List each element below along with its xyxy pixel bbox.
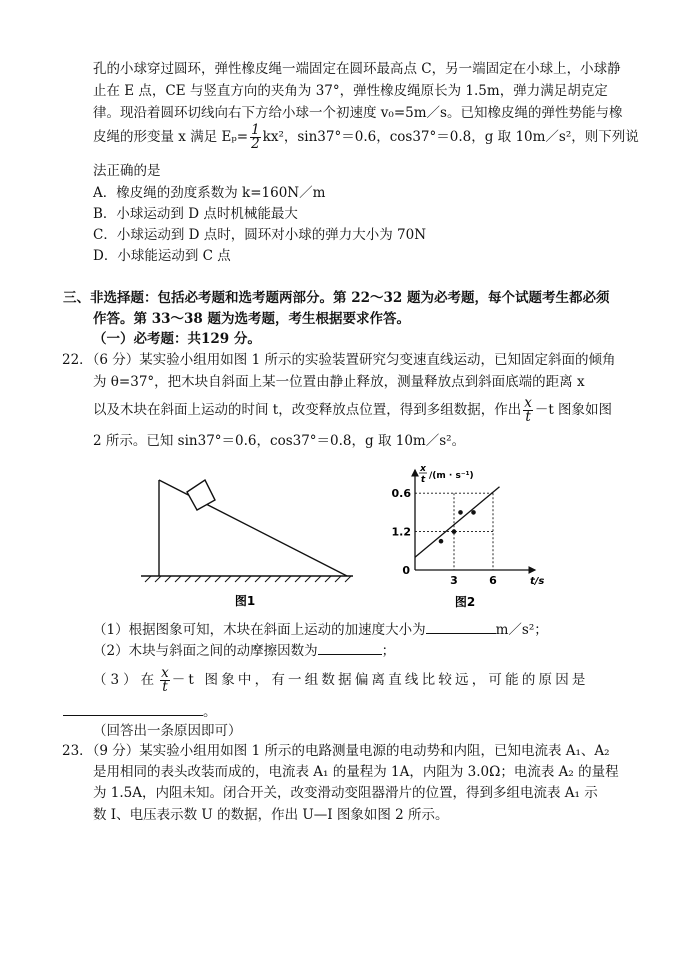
fraction-num: x	[524, 395, 532, 411]
section3-heading-3: （一）必考题：共129 分。	[93, 331, 261, 347]
data-point	[471, 510, 476, 515]
sub3-pre: （3）在	[93, 672, 159, 688]
q21-line-4	[93, 124, 639, 151]
option-a: A．橡皮绳的劲度系数为 k=160N／m	[93, 185, 326, 201]
data-point	[439, 539, 444, 544]
fig1-label: 图1	[234, 594, 256, 608]
option-c: C．小球运动到 D 点时，圆环对小球的弹力大小为 70N	[93, 227, 427, 243]
sub3-end: 。	[203, 704, 217, 720]
y-tick-label: 0.6	[391, 487, 411, 501]
q21-line-5: 法正确的是	[93, 163, 161, 179]
q21-line-2: 止在 E 点，CE 与竖直方向的夹角为 37°，弹性橡皮绳原长为 1.5m，弹力满足胡克定	[93, 83, 608, 99]
q22-sub3-note: （回答出一条原因即可）	[93, 723, 242, 739]
data-point	[458, 510, 463, 515]
answer-blank-3[interactable]	[63, 703, 203, 716]
answer-blank-1[interactable]	[426, 621, 496, 634]
x-over-t-fraction	[523, 397, 533, 424]
sub2-end: ；	[381, 643, 396, 659]
x-tick-label: 3	[450, 574, 458, 587]
fraction-num: x	[161, 665, 169, 681]
q23-line-1: 23．（9 分）某实验小组用如图 1 所示的电路测量电源的电动势和内阻，已知电流表 A₁、A₂	[62, 743, 610, 759]
fig2-label: 图2	[454, 595, 476, 609]
fraction-den: t	[525, 409, 531, 425]
q22-sub3-line2	[63, 703, 217, 721]
data-points	[439, 510, 476, 543]
q21-line-3: 律。现沿着圆环切线向右下方给小球一个初速度 v₀=5m／s。已知橡皮绳的弹性势能与橡	[93, 105, 623, 121]
ground-hatch	[145, 576, 351, 582]
q23-line-4: 数 I、电压表示数 U 的数据，作出 U—I 图象如图 2 所示。	[93, 807, 449, 823]
q22-sub1	[93, 621, 548, 639]
data-point	[452, 529, 457, 534]
x-over-t-fraction-2	[160, 667, 170, 694]
q22-line-3	[93, 396, 612, 424]
one-half-fraction	[250, 124, 261, 151]
figure-2-graph	[385, 462, 555, 612]
sub1-unit: m／s²；	[495, 622, 548, 638]
xlabel: t/s	[530, 576, 545, 587]
q22-line-4: 2 所示。已知 sin37°＝0.6，cos37°＝0.8，g 取 10m／s²。	[93, 433, 466, 449]
fraction-den: 2	[251, 136, 260, 152]
ylabel-num: x	[420, 464, 426, 474]
sub3-mid: －t 图象中，有一组数据偏离直线比较远，可能的原因是	[171, 672, 589, 688]
q22-line-2: 为 θ=37°，把木块自斜面上某一位置由静止释放，测量释放点到斜面底端的距离 x	[93, 374, 585, 390]
fit-line	[415, 487, 500, 557]
answer-blank-2[interactable]	[318, 642, 382, 655]
q22-sub2	[93, 642, 395, 660]
q22-line-1: 22．（6 分）某实验小组用如图 1 所示的实验装置研究匀变速直线运动，已知固定斜面的倾角	[62, 352, 616, 368]
figure-1-incline	[135, 470, 360, 610]
origin-label: 0	[402, 564, 410, 577]
section3-heading-1: 三、非选择题：包括必考题和选考题两部分。第 22～32 题为必考题，每个试题考生都必须	[63, 290, 610, 306]
ylabel-den: t	[420, 475, 426, 485]
fraction-den: t	[162, 679, 168, 695]
x-tick-label: 6	[489, 574, 497, 587]
sub2-text: （2）木块与斜面之间的动摩擦因数为	[93, 643, 318, 659]
q21-line-4-pre: 皮绳的形变量 x 满足 Eₚ=	[93, 129, 249, 145]
q22-sub3	[93, 666, 623, 694]
option-b: B．小球运动到 D 点时机械能最大	[93, 206, 298, 222]
q22-line-3-pre: 以及木块在斜面上运动的时间 t，改变释放点位置，得到多组数据，作出	[93, 402, 522, 418]
q23-line-3: 为 1.5A，内阻未知。闭合开关，改变滑动变阻器滑片的位置，得到多组电流表 A₁ 示	[93, 785, 598, 801]
fraction-num: 1	[251, 122, 260, 138]
wooden-block	[187, 480, 215, 510]
q23-line-2: 是用相同的表头改装而成的，电流表 A₁ 的量程为 1A，内阻为 3.0Ω；电流表 A₂ 的量程	[93, 764, 619, 780]
ylabel-unit: /(m · s⁻¹)	[429, 471, 474, 481]
q22-line-3-post: －t 图象如图	[534, 402, 613, 418]
section3-heading-2: 作答。第 33～38 题为选考题，考生根据要求作答。	[93, 311, 410, 327]
y-tick-label: 1.2	[391, 525, 411, 539]
option-d: D．小球能运动到 C 点	[93, 248, 231, 264]
sub1-text: （1）根据图象可知，木块在斜面上运动的加速度大小为	[93, 622, 426, 638]
q21-line-4-post: kx²，sin37°＝0.6，cos37°＝0.8，g 取 10m／s²，则下列说	[262, 129, 639, 145]
q21-line-1: 孔的小球穿过圆环，弹性橡皮绳一端固定在圆环最高点 C，另一端固定在小球上，小球静	[93, 61, 621, 77]
